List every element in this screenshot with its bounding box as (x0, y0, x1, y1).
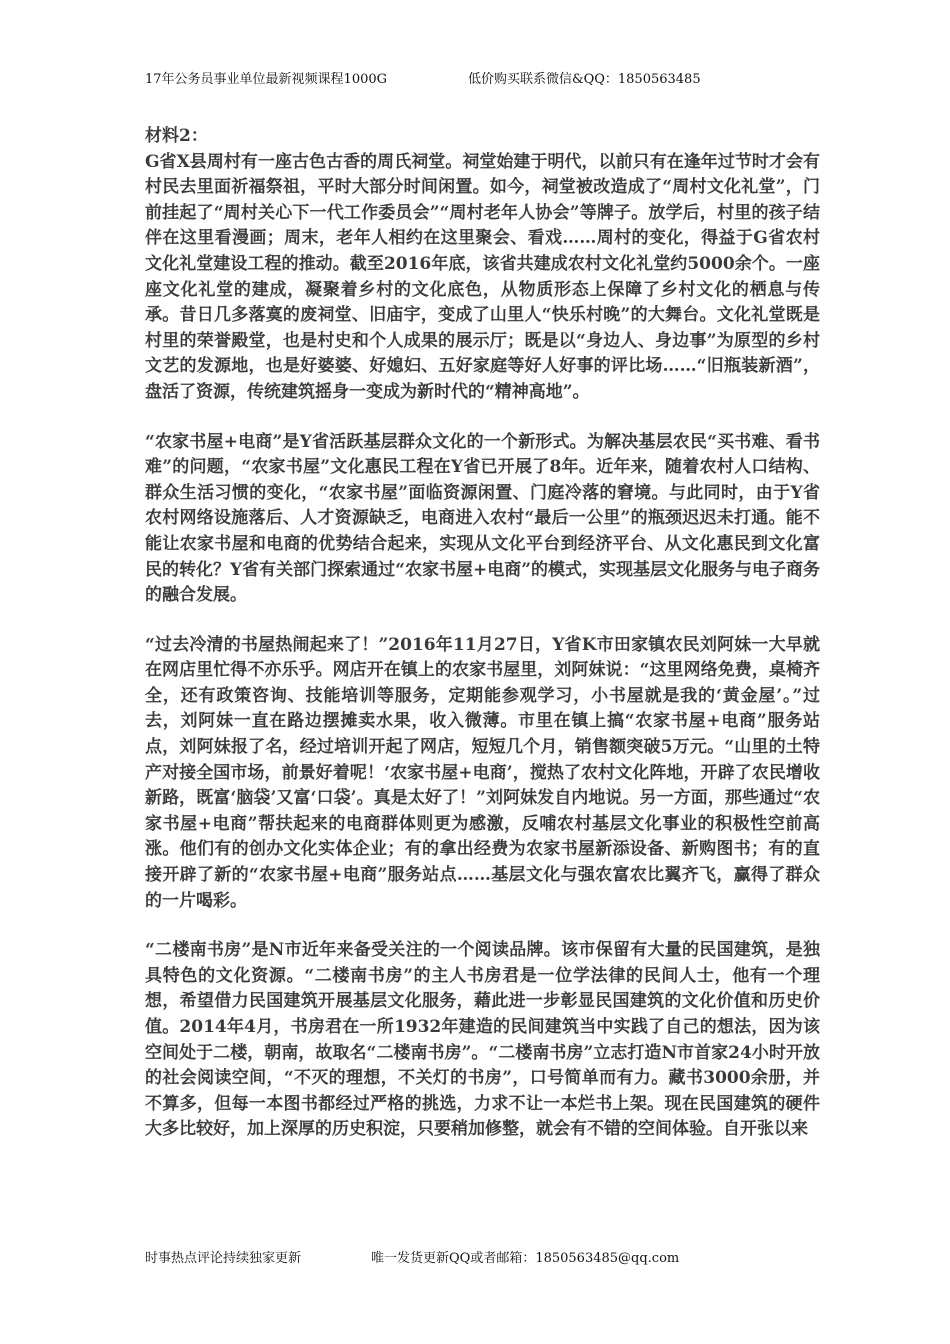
material-title: 材料2： (145, 126, 208, 146)
page-footer (145, 1247, 680, 1266)
paragraph-2: “农家书屋+电商”是Y省活跃基层群众文化的一个新形式。为解决基层农民“买书难、看书难”的问题，“农家书屋”文化惠民工程在Y省已开展了8年。近年来，随着农村人口结构、群众生活习惯的变化，“农家书屋”面临资源闲置、门庭冷落的窘境。与此同时，由于Y省农村网络设施落后、人才资源缺乏，电商进入农村“最后一公里”的瓶颈迟迟未打通。能不能让农家书屋和电商的优势结合起来，实现从文化平台到经济平台、从文化惠民到文化富民的转化？Y省有关部门探索通过“农家书屋+电商”的模式，实现基层文化服务与电子商务的融合发展。 (145, 431, 820, 606)
paragraph-3: “过去冷清的书屋热闹起来了！”2016年11月27日，Y省K市田家镇农民刘阿妹一大早就在网店里忙得不亦乐乎。网店开在镇上的农家书屋里，刘阿妹说：“这里网络免费，桌椅齐全，还有政策咨询、技能培训等服务，定期能参观学习，小书屋就是我的‘黄金屋’。”过去，刘阿妹一直在路边摆摊卖水果，收入微薄。市里在镇上搞“农家书屋+电商”服务站点，刘阿妹报了名，经过培训开起了网店，短短几个月，销售额突破5万元。“山里的土特产对接全国市场，前景好着呢！‘农家书屋+电商’，搅热了农村文化阵地，开辟了农民增收新路，既富‘脑袋’又富‘口袋’。真是太好了！”刘阿妹发自内地说。另一方面，那些通过“农家书屋+电商”帮扶起来的电商群体则更为感激，反哺农村基层文化事业的积极性空前高涨。他们有的创办文化实体企业；有的拿出经费为农家书屋新添设备、新购图书；有的直接开辟了新的“农家书屋+电商”服务站点……基层文化与强农富农比翼齐飞，赢得了群众的一片喝彩。 (145, 634, 820, 911)
page-header (145, 68, 701, 87)
footer-right-text: 唯一发货更新QQ或者邮箱：1850563485@qq.com (371, 1251, 680, 1266)
paragraph-4: “二楼南书房”是N市近年来备受关注的一个阅读品牌。该市保留有大量的民国建筑，是独具特色的文化资源。“二楼南书房”的主人书房君是一位学法律的民间人士，他有一个理想，希望借力民国建筑开展基层文化服务，藉此进一步彰显民国建筑的文化价值和历史价值。2014年4月，书房君在一所1932年建造的民间建筑当中实践了自己的想法，因为该空间处于二楼，朝南，故取名“二楼南书房”。“二楼南书房”立志打造N市首家24小时开放的社会阅读空间，“不灭的理想，不关灯的书房”，口号简单而有力。藏书3000余册，并不算多，但每一本图书都经过严格的挑选，力求不让一本烂书上架。现在民国建筑的硬件大多比较好，加上深厚的历史积淀，只要稍加修整，就会有不错的空间体验。自开张以来 (145, 940, 820, 1140)
material-body (145, 124, 820, 1167)
header-left-text: 17年公务员事业单位最新视频课程1000G (145, 72, 388, 87)
header-right-text: 低价购买联系微信&QQ：1850563485 (468, 72, 701, 87)
footer-left-text: 时事热点评论持续独家更新 (145, 1251, 302, 1266)
paragraph-1: G省X县周村有一座古色古香的周氏祠堂。祠堂始建于明代，以前只有在逢年过节时才会有村民去里面祈福祭祖，平时大部分时间闲置。如今，祠堂被改造成了“周村文化礼堂”，门前挂起了“周村关心下一代工作委员会”“周村老年人协会”等牌子。放学后，村里的孩子结伴在这里看漫画；周末，老年人相约在这里聚会、看戏……周村的变化，得益于G省农村文化礼堂建设工程的推动。截至2016年底，该省共建成农村文化礼堂约5000余个。一座座文化礼堂的建成，凝聚着乡村的文化底色，从物质形态上保障了乡村文化的栖息与传承。昔日几多落寞的废祠堂、旧庙宇，变成了山里人“快乐村晚”的大舞台。文化礼堂既是村里的荣誉殿堂，也是村史和个人成果的展示厅；既是以“身边人、身边事”为原型的乡村文艺的发源地，也是好婆婆、好媳妇、五好家庭等好人好事的评比场……“旧瓶装新酒”，盘活了资源，传统建筑摇身一变成为新时代的“精神高地”。 (145, 151, 820, 402)
